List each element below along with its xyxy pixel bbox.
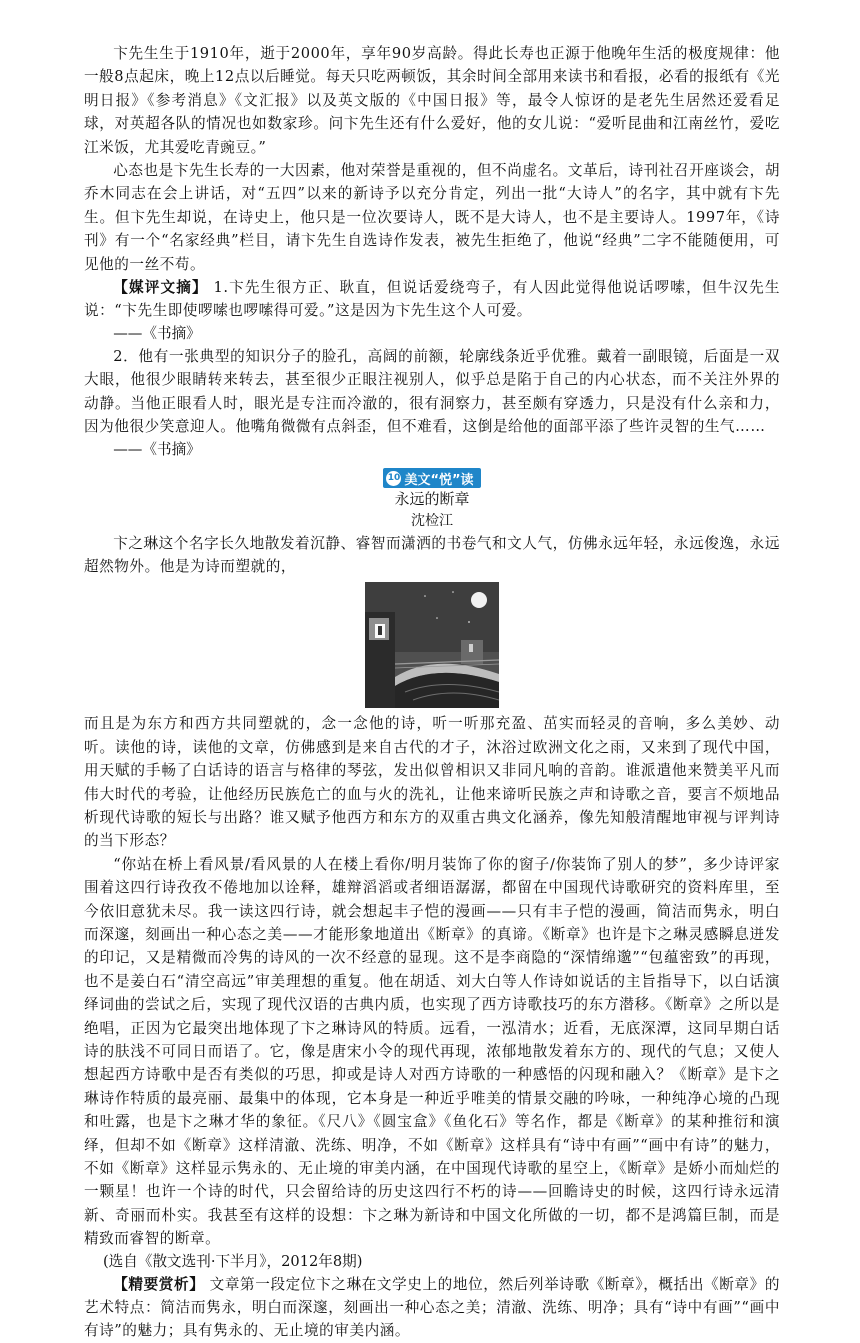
page xyxy=(84,42,780,1343)
bridge-night-illustration xyxy=(365,582,499,708)
appreciation-paragraph xyxy=(84,1273,780,1343)
review-source-1: ——《书摘》 xyxy=(113,324,201,342)
article-author: 沈检江 xyxy=(411,512,453,529)
review-tag: 【媒评文摘】 xyxy=(113,279,208,297)
paragraph-longevity: 卞先生生于1910年，逝于2000年，享年90岁高龄。得此长寿也正源于他晚年生活的极度规律：他一般8点起床，晚上12点以后睡觉。每天只吃两顿饭，其余时间全部用来读书和看报，必看的报纸有《光明日报》《参考消息》《文汇报》以及英文版的《中国日报》等，最令人惊讶的是老先生居然还爱看足球，对英超各队的情况也如数家珍。问卞先生还有什么爱好，他的女儿说：“爱听昆曲和江南丝竹，爱吃江米饭，尤其爱吃青豌豆。” xyxy=(84,45,780,156)
article-paragraph-3: “你站在桥上看风景/看风景的人在楼上看你/明月装饰了你的窗子/你装饰了别人的梦”，多少诗评家围着这四行诗孜孜不倦地加以诠释，雄辩滔滔或者细语潺潺，都留在中国现代诗歌研究的资料库里，至今依旧意犹未尽。我一读这四行诗，就会想起丰子恺的漫画——只有丰子恺的漫画，简洁而隽永，明白而深邃，刻画出一种心态之美——才能形象地道出《断章》的真谛。《断章》也许是卞之琳灵感瞬息迸发的印记，又是精微而冷隽的诗风的一次不经意的显现。这不是李商隐的“深情绵邈”“包蕴密致”的再现，也不是姜白石“清空高远”审美理想的重复。他在胡适、刘大白等人作诗如说话的主旨指导下，以白话演绎词曲的尝试之后，实现了现代汉语的古典内质，也实现了西方诗歌技巧的东方潜移。《断章》之所以是绝唱，正因为它最突出地体现了卞之琳诗风的特质。远看，一泓清水；近看，无底深潭，这同早期白话诗的肤浅不可同日而语了。它，像是唐宋小令的现代再现，浓郁地散发着东方的、现代的气息；又使人想起西方诗歌中是否有类似的巧思，抑或是诗人对西方诗歌的一种感悟的闪现和融入？《断章》是卞之琳诗作特质的最亮丽、最集中的体现，它本身是一种近乎唯美的情景交融的吟咏，一种纯净心境的凸现和吐露，也是卞之琳才华的象征。《尺八》《圆宝盒》《鱼化石》等名作，都是《断章》的某种推衍和演绎，但却不如《断章》这样清澈、洗练、明净，不如《断章》这样具有“诗中有画”“画中有诗”的魅力，不如《断章》这样显示隽永的、无止境的审美内涵，在中国现代诗歌的星空上，《断章》是娇小而灿烂的一颗星！也许一个诗的时代，只会留给诗的历史这四行不朽的诗——回瞻诗史的时候，这四行诗永远清新、奇丽而朴实。我甚至有这样的设想：卞之琳为新诗和中国文化所做的一切，都不是鸿篇巨制，而是精致而睿智的断章。 xyxy=(84,855,780,1248)
review-item-1-text: 1.卞先生很方正、耿直，但说话爱绕弯子，有人因此觉得他说话啰嗦，但牛汉先生说：“卞先生即使啰嗦也啰嗦得可爱。”这是因为卞先生这个人可爱。 xyxy=(84,279,780,320)
review-item-2: 2．他有一张典型的知识分子的脸孔，高阔的前额，轮廓线条近乎优雅。戴着一副眼镜，后面是一双大眼，他很少眼睛转来转去，甚至很少正眼注视别人，似乎总是陷于自己的内心状态，而不关注外界的动静。当他正眼看人时，眼光是专注而冷澈的，很有洞察力，甚至颇有穿透力，只是没有什么亲和力，因为他很少笑意迎人。他嘴角微微有点斜歪，但不难看，这倒是给他的面部平添了些许灵智的生气…… xyxy=(84,347,780,436)
section-banner-wrap xyxy=(84,465,780,487)
article-paragraph-1: 卞之琳这个名字长久地散发着沉静、睿智而潇洒的书卷气和文人气，仿佛永远年轻，永远俊逸，永远超然物外。他是为诗而塑就的， xyxy=(84,534,780,575)
section-banner-label: 美文“悦”读 xyxy=(404,472,474,488)
section-banner xyxy=(383,468,480,488)
article-source: (选自《散文选刊·下半月》，2012年8期) xyxy=(102,1252,363,1270)
appreciation-text: 文章第一段定位卞之琳在文学史上的地位，然后列举诗歌《断章》，概括出《断章》的艺术特点：简洁而隽永，明白而深邃，刻画出一种心态之美；清澈、洗练、明净；具有“诗中有画”“画中有诗”的魅力；具有隽永的、无止境的审美内涵。 xyxy=(84,1275,780,1340)
article-paragraph-2: 而且是为东方和西方共同塑就的，念一念他的诗，听一听那充盈、茁实而轻灵的音响，多么美妙、动听。读他的诗，读他的文章，仿佛感到是来自古代的才子，沐浴过欧洲文化之雨，又来到了现代中国，用天赋的手畅了白话诗的语言与格律的琴弦，发出似曾相识又非同凡响的音韵。谁派遣他来赞美平凡而伟大时代的考验，让他经历民族危亡的血与火的洗礼，让他来谛听民族之声和诗歌之音，要言不烦地品析现代诗歌的短长与出路？谁又赋予他西方和东方的双重古典文化涵养，像先知般清醒地审视与评判诗的当下形态？ xyxy=(84,715,780,850)
paragraph-mindset: 心态也是卞先生长寿的一大因素，他对荣誉是重视的，但不尚虚名。文革后，诗刊社召开座谈会，胡乔木同志在会上讲话，对“五四”以来的新诗予以充分肯定，列出一批“大诗人”的名字，其中就有卞先生。但卞先生却说，在诗史上，他只是一位次要诗人，既不是大诗人，也不是主要诗人。1997年，《诗刊》有一个“名家经典”栏目，请卞先生自选诗作发表，被先生拒绝了，他说“经典”二字不能随便用，可见他的一丝不苟。 xyxy=(84,162,780,273)
article-title: 永远的断章 xyxy=(394,489,470,508)
review-source-2: ——《书摘》 xyxy=(113,440,201,458)
appreciation-tag: 【精要赏析】 xyxy=(113,1275,205,1293)
section-number-badge: 10 xyxy=(386,471,401,486)
review-item-1 xyxy=(84,276,780,323)
